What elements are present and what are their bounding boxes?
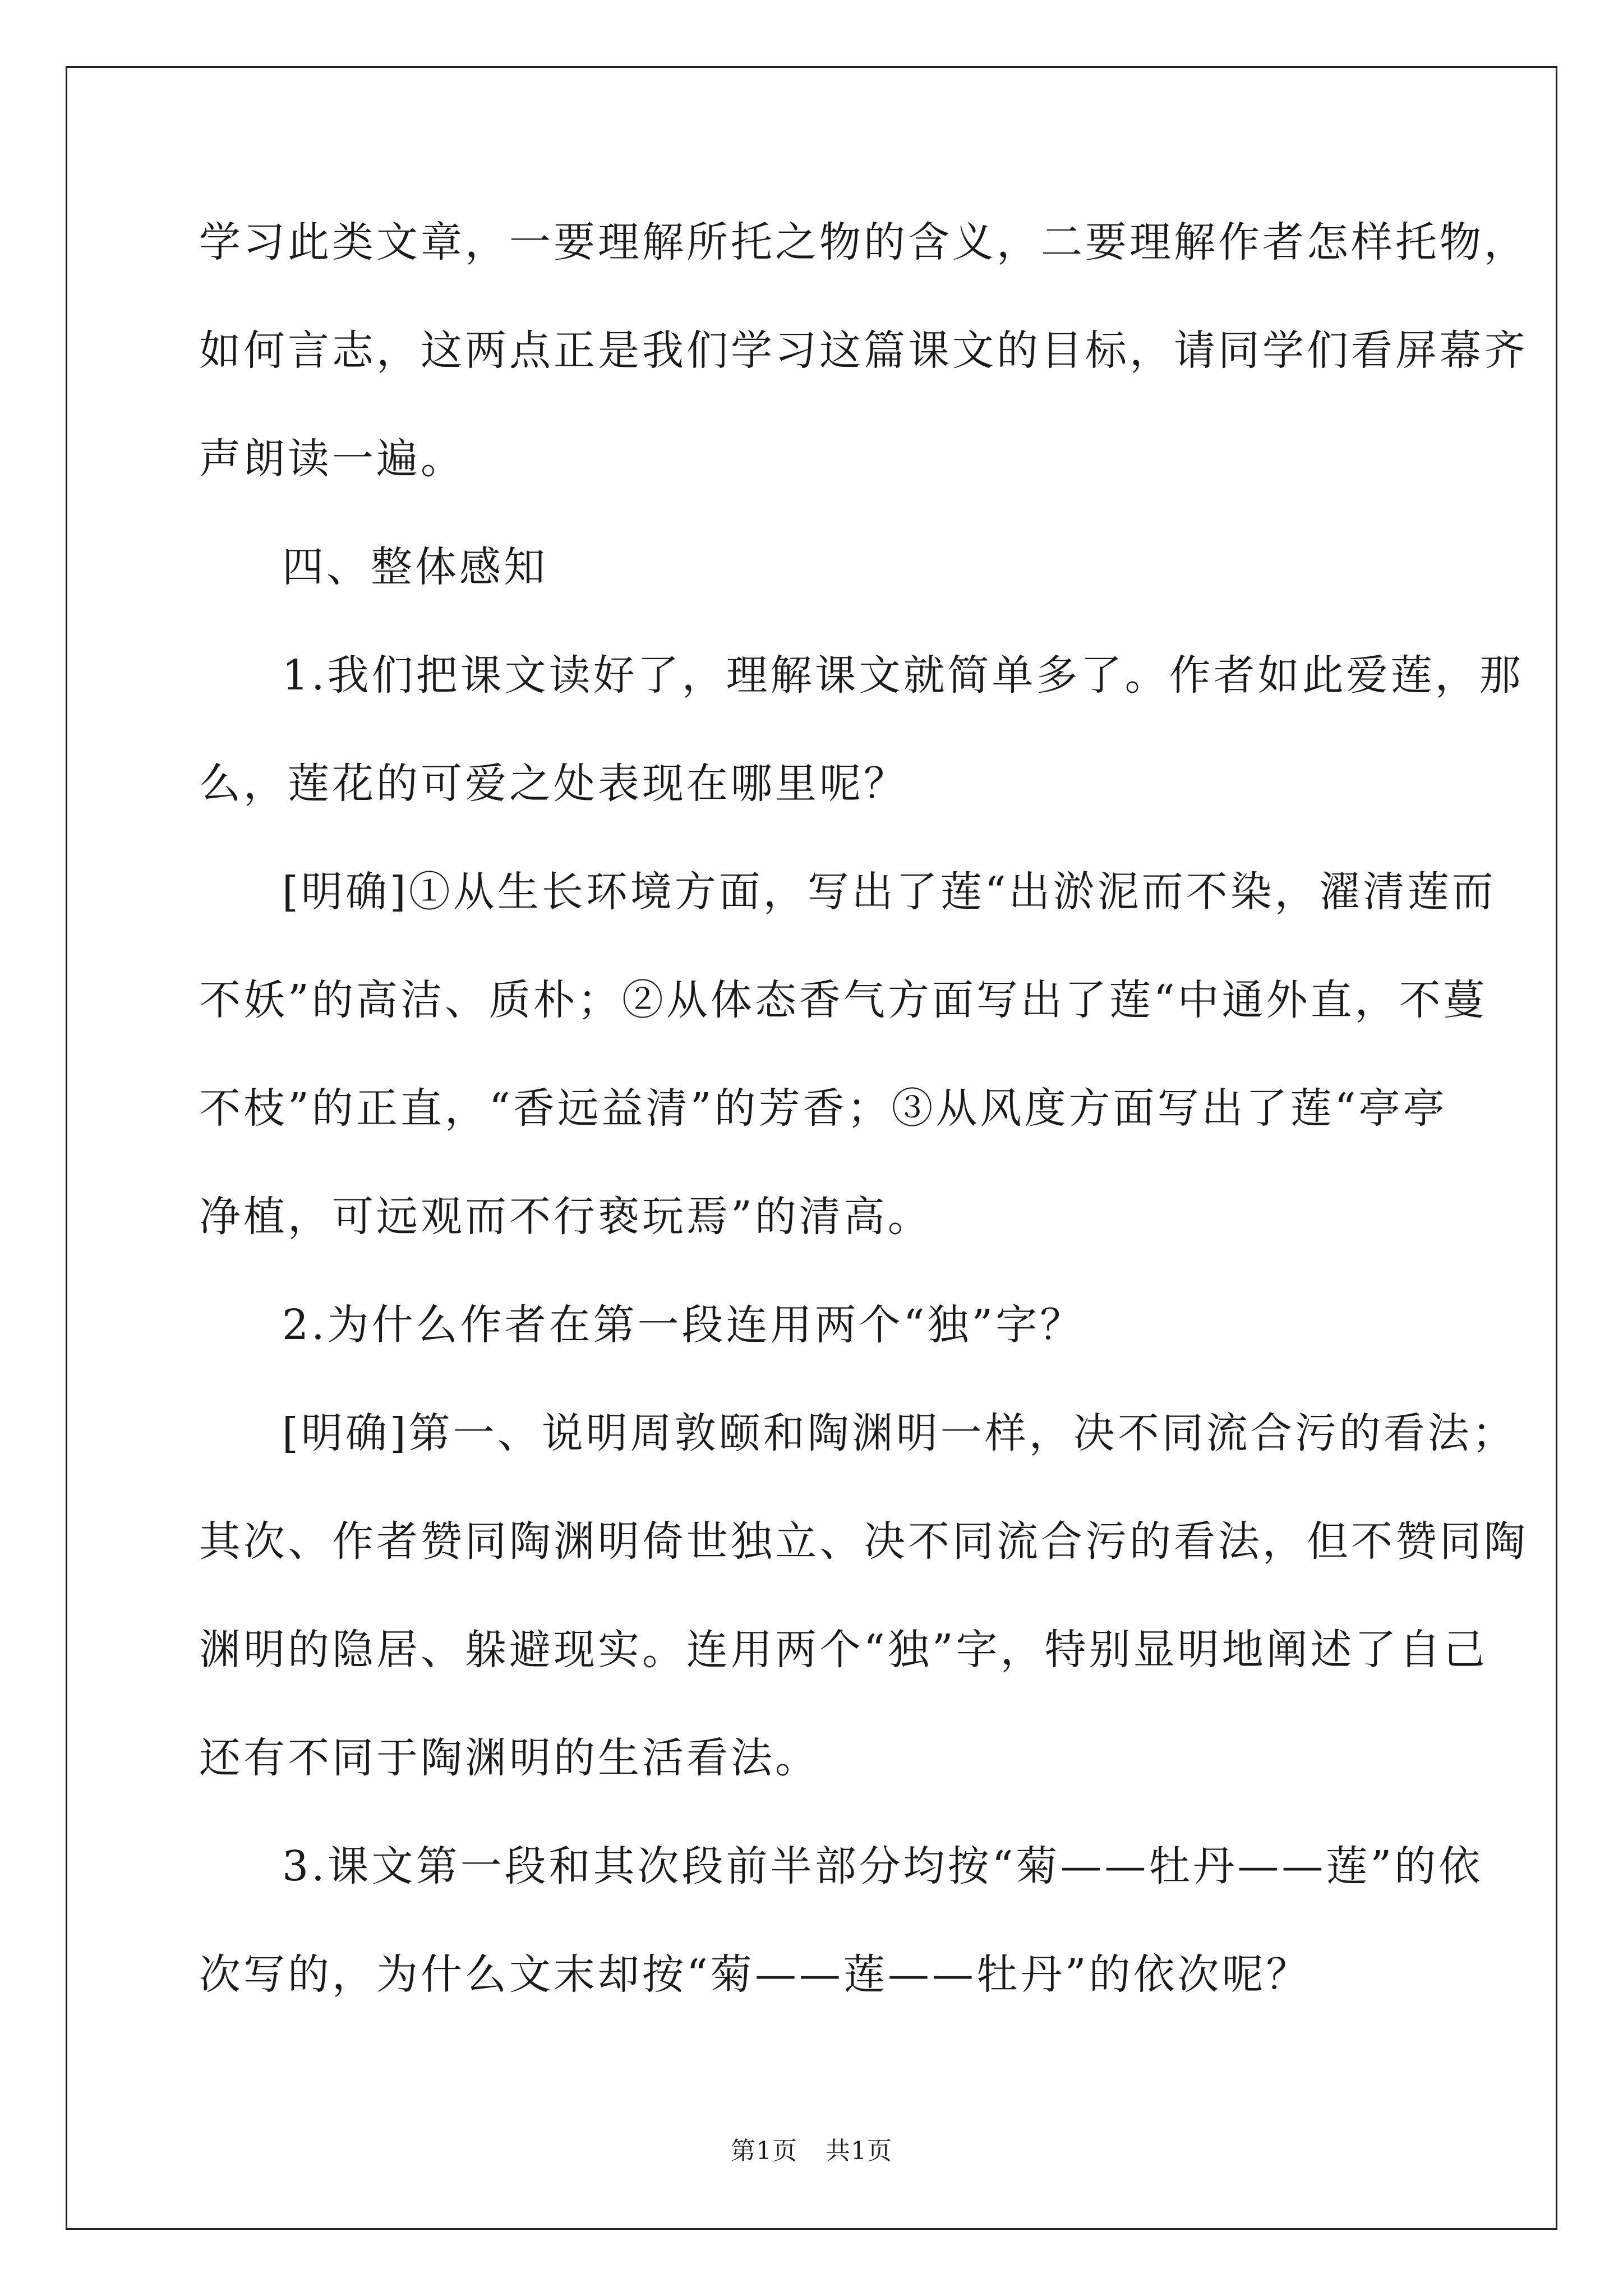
- paragraph-line: 不枝”的正直，“香远益清”的芳香；③从风度方面写出了莲“亭亭: [199, 1084, 1447, 1133]
- page-footer: [0, 2137, 1623, 2165]
- paragraph-line: 学习此类文章，一要理解所托之物的含义，二要理解作者怎样托物，: [199, 218, 1528, 266]
- paragraph-line: 其次、作者赞同陶渊明倚世独立、决不同流合污的看法，但不赞同陶: [199, 1517, 1528, 1566]
- paragraph-line: 净植，可远观而不行亵玩焉”的清高。: [199, 1193, 932, 1241]
- paragraph-line: [明确]①从生长环境方面，写出了莲“出淤泥而不染，濯清莲而: [282, 868, 1496, 916]
- paragraph-line: 声朗读一遍。: [199, 435, 465, 483]
- paragraph-line: 还有不同于陶渊明的生活看法。: [199, 1734, 819, 1782]
- paragraph-line: 1.我们把课文读好了，理解课文就简单多了。作者如此爱莲，那: [282, 651, 1524, 700]
- page-total: 共1页: [826, 2137, 892, 2165]
- document-body: [199, 218, 1528, 2062]
- paragraph-line: 不妖”的高洁、质朴；②从体态香气方面写出了莲“中通外直，不蔓: [199, 976, 1488, 1024]
- section-heading: 四、整体感知: [282, 543, 548, 591]
- paragraph-line: 3.课文第一段和其次段前半部分均按“菊——牡丹——莲”的依: [282, 1842, 1483, 1890]
- paragraph-line: 2.为什么作者在第一段连用两个“独”字？: [282, 1301, 1085, 1349]
- paragraph-line: 如何言志，这两点正是我们学习这篇课文的目标，请同学们看屏幕齐: [199, 326, 1528, 375]
- paragraph-line: 么，莲花的可爱之处表现在哪里呢？: [199, 760, 908, 808]
- paragraph-line: [明确]第一、说明周敦颐和陶渊明一样，决不同流合污的看法；: [282, 1409, 1516, 1457]
- paragraph-line: 次写的，为什么文末却按“菊——莲——牡丹”的依次呢？: [199, 1950, 1311, 1999]
- paragraph-line: 渊明的隐居、躲避现实。连用两个“独”字，特别显明地阐述了自己: [199, 1626, 1488, 1674]
- page-number: 第1页: [731, 2137, 797, 2165]
